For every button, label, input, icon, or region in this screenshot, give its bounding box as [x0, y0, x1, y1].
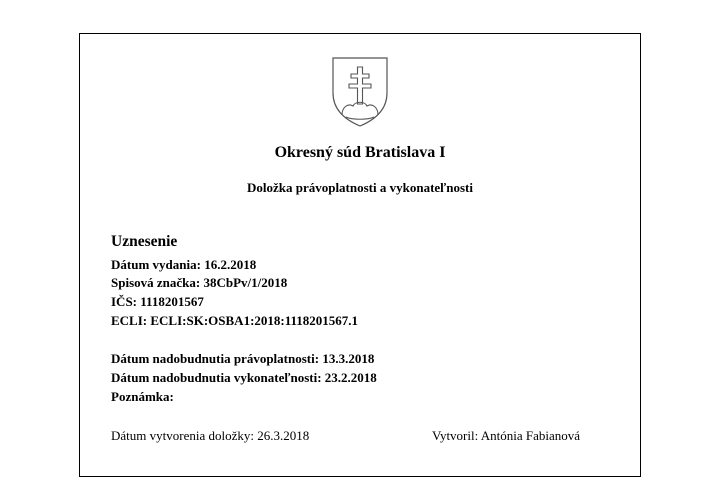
author [432, 428, 580, 444]
ecli-label: ECLI: [111, 313, 148, 328]
author-value: Antónia Fabianová [480, 428, 581, 443]
ecli-value: ECLI:SK:OSBA1:2018:1118201567.1 [150, 313, 359, 328]
document-frame [79, 33, 641, 477]
ics-field [111, 294, 204, 310]
created-date-label: Dátum vytvorenia doložky: [111, 428, 254, 443]
created-date [111, 428, 309, 444]
enforceability-date-field [111, 370, 377, 386]
document-heading: Doložka právoplatnosti a vykonateľnosti [246, 180, 474, 195]
legal-force-date-field [111, 351, 374, 367]
issue-date-value: 16.2.2018 [204, 257, 257, 272]
issue-date-label: Dátum vydania: [111, 257, 201, 272]
enforceability-date-label: Dátum nadobudnutia vykonateľnosti: [111, 370, 322, 385]
court-name: Okresný súd Bratislava I [274, 144, 446, 161]
ics-value: 1118201567 [140, 294, 204, 309]
note-field [111, 389, 174, 405]
created-date-value: 26.3.2018 [257, 428, 310, 443]
note-label: Poznámka: [111, 389, 174, 404]
legal-force-date-value: 13.3.2018 [322, 351, 375, 366]
ics-label: IČS: [111, 294, 138, 309]
slovak-coat-of-arms-icon [332, 57, 388, 127]
file-number-label: Spisová značka: [111, 275, 201, 290]
legal-force-date-label: Dátum nadobudnutia právoplatnosti: [111, 351, 320, 366]
ecli-field [111, 313, 358, 329]
file-number-value: 38CbPv/1/2018 [203, 275, 288, 290]
file-number-field [111, 275, 287, 291]
enforceability-date-value: 23.2.2018 [324, 370, 377, 385]
issue-date-field [111, 257, 256, 273]
decision-type: Uznesenie [111, 233, 178, 250]
author-label: Vytvoril: [432, 428, 479, 443]
